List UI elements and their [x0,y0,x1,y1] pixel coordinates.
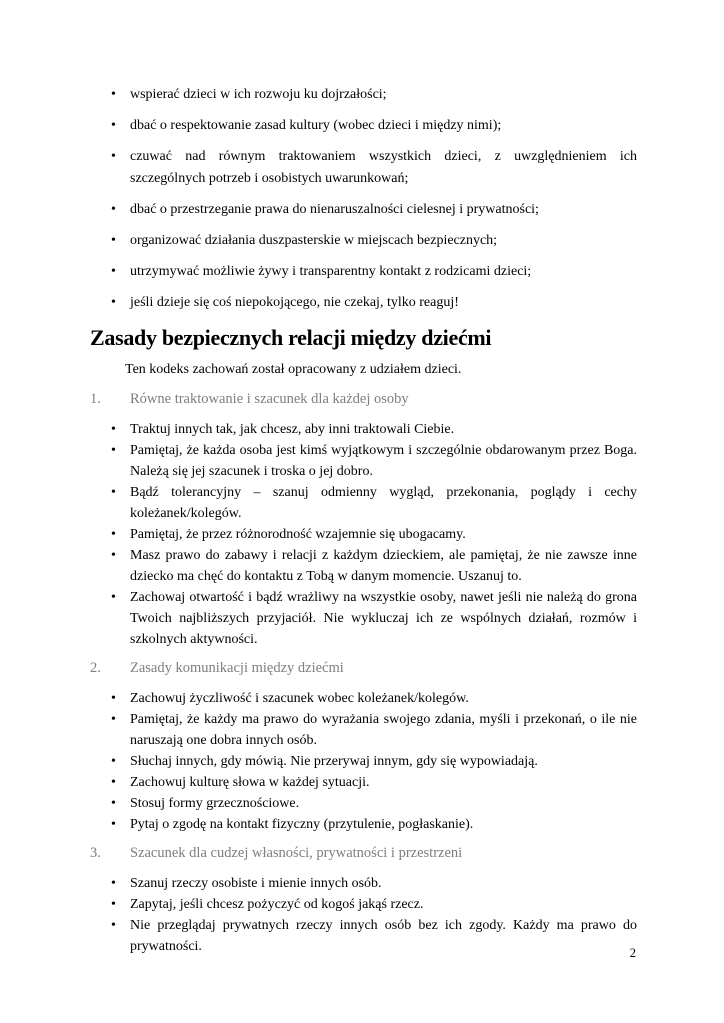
list-item: • jeśli dzieje się coś niepokojącego, nie czekaj, tylko reaguj! [90,292,637,314]
section-number: 3. [90,845,101,861]
section-bullet-list [90,419,637,650]
list-item: • Pamiętaj, że każdy ma prawo do wyrażania swojego zdania, myśli i przekonań, o ile nie naruszają one dobra innych osób. [90,709,637,751]
list-item: • Pamiętaj, że przez różnorodność wzajemnie się ubogacamy. [90,524,637,545]
section-heading [90,389,637,410]
list-item: • Stosuj formy grzecznościowe. [90,793,637,814]
intro-paragraph: Ten kodeks zachowań został opracowany z udziałem dzieci. [125,362,462,377]
list-item: • Zachowuj życzliwość i szacunek wobec koleżanek/kolegów. [90,688,637,709]
list-item: • organizować działania duszpasterskie w miejscach bezpiecznych; [90,230,637,252]
section-heading [90,843,637,864]
list-item: • Masz prawo do zabawy i relacji z każdym dzieckiem, ale pamiętaj, że nie zawsze inne dziecko ma chęć do kontaktu z Tobą w danym momencie. Uszanuj to. [90,545,637,587]
list-item: • Bądź tolerancyjny – szanuj odmienny wygląd, przekonania, poglądy i cechy koleżanek/kolegów. [90,482,637,524]
section [90,389,637,650]
section-bullet-list [90,688,637,835]
list-item: • dbać o przestrzeganie prawa do nienaruszalności cielesnej i prywatności; [90,199,637,221]
list-item: • utrzymywać możliwie żywy i transparentny kontakt z rodzicami dzieci; [90,261,637,283]
section-number: 2. [90,660,101,676]
list-item: • Pytaj o zgodę na kontakt fizyczny (przytulenie, pogłaskanie). [90,814,637,835]
list-item: • dbać o respektowanie zasad kultury (wobec dzieci i między nimi); [90,115,637,137]
section-heading [90,658,637,679]
intro-bullet-list [90,84,637,314]
section-bullet-list [90,873,637,957]
section-title: Równe traktowanie i szacunek dla każdej osoby [130,391,409,407]
list-item: • Nie przeglądaj prywatnych rzeczy innych osób bez ich zgody. Każdy ma prawo do prywatności. [90,915,637,957]
section-title: Szacunek dla cudzej własności, prywatności i przestrzeni [130,845,463,861]
list-item: • Traktuj innych tak, jak chcesz, aby inni traktowali Ciebie. [90,419,637,440]
list-item: • Szanuj rzeczy osobiste i mienie innych osób. [90,873,637,894]
section [90,658,637,835]
page-title: Zasady bezpiecznych relacji między dziećmi [90,325,492,350]
list-item: • Zachowaj otwartość i bądź wrażliwy na wszystkie osoby, nawet jeśli nie należą do grona Twoich najbliższych przyjaciół. Nie wykluczaj ich ze wspólnych działań, rozmów i szkolnych aktywności. [90,587,637,650]
list-item: • Pamiętaj, że każda osoba jest kimś wyjątkowym i szczególnie obdarowanym przez Boga. Należą się jej szacunek i troska o jej dobro. [90,440,637,482]
list-item: • Zapytaj, jeśli chcesz pożyczyć od kogoś jakąś rzecz. [90,894,637,915]
page-number: 2 [629,946,636,960]
list-item: • czuwać nad równym traktowaniem wszystkich dzieci, z uwzględnieniem ich szczególnych potrzeb i osobistych uwarunkowań; [90,146,637,190]
list-item: • Zachowuj kulturę słowa w każdej sytuacji. [90,772,637,793]
sections-container [90,389,637,957]
section-number: 1. [90,391,101,407]
list-item: • Słuchaj innych, gdy mówią. Nie przerywaj innym, gdy się wypowiadają. [90,751,637,772]
list-item: • wspierać dzieci w ich rozwoju ku dojrzałości; [90,84,637,106]
section [90,843,637,957]
section-title: Zasady komunikacji między dziećmi [130,660,344,676]
